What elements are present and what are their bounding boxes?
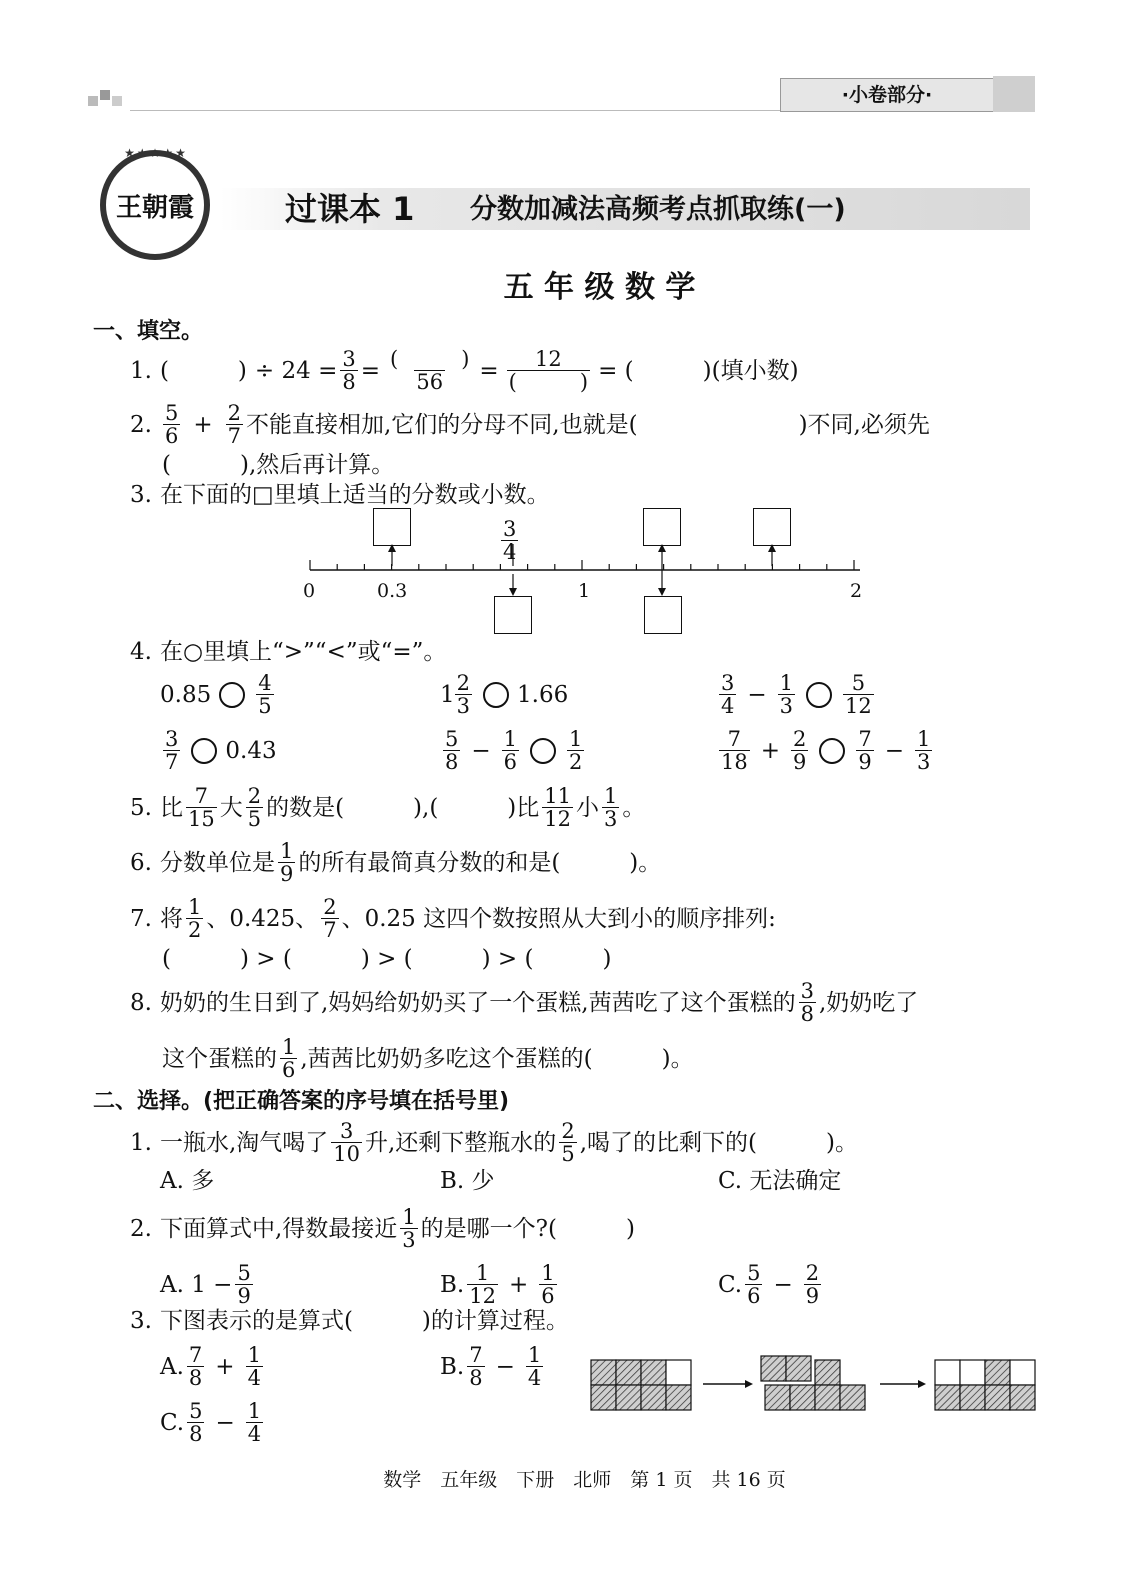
page-title: 分数加减法高频考点抓取练(一) — [470, 194, 846, 225]
compare-circle[interactable] — [219, 682, 245, 708]
question-4: 4. 在○里填上“>”“<”或“=”。 — [130, 639, 447, 665]
compare-6: $\frac{7}{18}$ + $\frac{2}{9}$ $\frac{7}{9}$ − $\frac{1}{3}$ — [721, 727, 931, 774]
diagram-cell — [985, 1385, 1010, 1410]
compare-circle[interactable] — [530, 738, 556, 764]
diagram-cell — [935, 1385, 960, 1410]
compare-3: $\frac{3}{4}$ − $\frac{1}{3}$ $\frac{5}{12}$ — [721, 671, 872, 718]
diagram-cell — [1010, 1385, 1035, 1410]
diagram-cell — [591, 1385, 616, 1410]
compare-5: $\frac{5}{8}$ − $\frac{1}{6}$ $\frac{1}{2}$ — [445, 727, 583, 774]
answer-box[interactable] — [494, 596, 532, 634]
diagram-cell — [815, 1360, 840, 1385]
diagram-cell — [1010, 1360, 1035, 1385]
logo: ★★★★★ 王朝霞 — [100, 150, 210, 260]
diagram-cell — [591, 1360, 616, 1385]
question-5: 5. 比 $\frac{7}{15}$ 大 $\frac{2}{5}$ 的数是( ),( )比 $\frac{11}{12}$ 小 $\frac{1}{3}$ 。 — [130, 784, 646, 831]
question-2-line2: ( ),然后再计算。 — [162, 452, 395, 478]
option-a[interactable]: A. $\frac{7}{8}$ + $\frac{1}{4}$ — [160, 1343, 261, 1390]
diagram-cell — [790, 1385, 815, 1410]
option-b[interactable]: B. 少 — [440, 1168, 495, 1194]
question-8: 8. 奶奶的生日到了,妈妈给奶奶买了一个蛋糕,茜茜吃了这个蛋糕的 $\frac{3}{8}$ ,奶奶吃了 — [130, 979, 919, 1026]
compare-circle[interactable] — [191, 738, 217, 764]
answer-box[interactable] — [373, 508, 411, 546]
option-a[interactable]: A. 1 − $\frac{5}{9}$ — [160, 1261, 251, 1308]
option-b[interactable]: B. $\frac{7}{8}$ − $\frac{1}{4}$ — [440, 1343, 542, 1390]
header-rule — [130, 110, 780, 111]
compare-4: $\frac{3}{7}$ 0.43 — [165, 727, 277, 774]
diagram-cell — [786, 1356, 811, 1381]
compare-circle[interactable] — [819, 738, 845, 764]
question-1: 1. ( ) ÷ 24 = $\frac{3}{8}$ = $\frac{( )}{56}$ = $\frac{12}{( )}$ = ( )(填小数) — [130, 347, 799, 394]
tick-label: 0 — [303, 580, 316, 602]
subtitle: 五 年 级 数 学 — [503, 270, 696, 305]
diagram-cell — [960, 1385, 985, 1410]
diagram-cell — [761, 1356, 786, 1381]
question-7-line2: ( ) > ( ) > ( ) > ( ) — [162, 946, 612, 972]
question-2: 2. $\frac{5}{6}$ + $\frac{2}{7}$ 不能直接相加,它们的分母不同,也就是( )不同,必须先 — [130, 401, 930, 448]
fraction-diagram — [585, 1352, 1045, 1422]
compare-1: 0.85 $\frac{4}{5}$ — [160, 671, 272, 718]
compare-circle[interactable] — [806, 682, 832, 708]
diagram-cell — [960, 1360, 985, 1385]
section1-heading: 一、填空。 — [93, 319, 204, 344]
diagram-cell — [641, 1385, 666, 1410]
option-c[interactable]: C. 无法确定 — [718, 1168, 842, 1194]
choice-question-3: 3. 下图表示的是算式( )的计算过程。 — [130, 1308, 569, 1334]
number-line-label: $\frac{3}{4}$ — [503, 517, 517, 564]
tick-label: 2 — [850, 580, 863, 602]
choice-question-2: 2. 下面算式中,得数最接近 $\frac{1}{3}$ 的是哪一个?( ) — [130, 1205, 635, 1252]
diagram-cell — [840, 1385, 865, 1410]
option-c[interactable]: C. $\frac{5}{8}$ − $\frac{1}{4}$ — [160, 1399, 262, 1446]
question-3: 3. 在下面的□里填上适当的分数或小数。 — [130, 482, 550, 508]
diagram-cell — [666, 1360, 691, 1385]
answer-box[interactable] — [753, 508, 791, 546]
diagram-cell — [641, 1360, 666, 1385]
page-footer: 数学 五年级 下册 北师 第 1 页 共 16 页 — [383, 1469, 786, 1491]
diagram-cell — [815, 1385, 840, 1410]
diagram-cell — [616, 1385, 641, 1410]
question-8-line2: 这个蛋糕的 $\frac{1}{6}$ ,茜茜比奶奶多吃这个蛋糕的( )。 — [162, 1035, 694, 1082]
diagram-cell — [666, 1385, 691, 1410]
answer-box[interactable] — [644, 596, 682, 634]
option-b[interactable]: B. $\frac{1}{12}$ + $\frac{1}{6}$ — [440, 1261, 555, 1308]
diagram-cell — [985, 1360, 1010, 1385]
tag-bar — [993, 76, 1035, 112]
diagram-cell — [616, 1360, 641, 1385]
question-7: 7. 将 $\frac{1}{2}$ 、0.425、 $\frac{2}{7}$ 、0.25 这四个数按照从大到小的顺序排列: — [130, 895, 776, 942]
compare-circle[interactable] — [483, 682, 509, 708]
choice-question-1: 1. 一瓶水,淘气喝了 $\frac{3}{10}$ 升,还剩下整瓶水的 $\frac{2}{5}$ ,喝了的比剩下的( )。 — [130, 1119, 858, 1166]
compare-2: 1 $\frac{2}{3}$ 1.66 — [440, 671, 569, 718]
question-6: 6. 分数单位是 $\frac{1}{9}$ 的所有最简真分数的和是( )。 — [130, 839, 662, 886]
lesson-label: 过课本 1 — [285, 190, 415, 228]
option-a[interactable]: A. 多 — [160, 1168, 215, 1194]
answer-box[interactable] — [643, 508, 681, 546]
tick-label: 1 — [578, 580, 591, 602]
diagram-cell — [765, 1385, 790, 1410]
section-tag: ·小卷部分· — [780, 78, 994, 112]
diagram-cell — [935, 1360, 960, 1385]
section2-heading: 二、选择。(把正确答案的序号填在括号里) — [93, 1089, 510, 1114]
tick-label: 0.3 — [377, 580, 408, 602]
option-c[interactable]: C. $\frac{5}{6}$ − $\frac{2}{9}$ — [718, 1261, 820, 1308]
